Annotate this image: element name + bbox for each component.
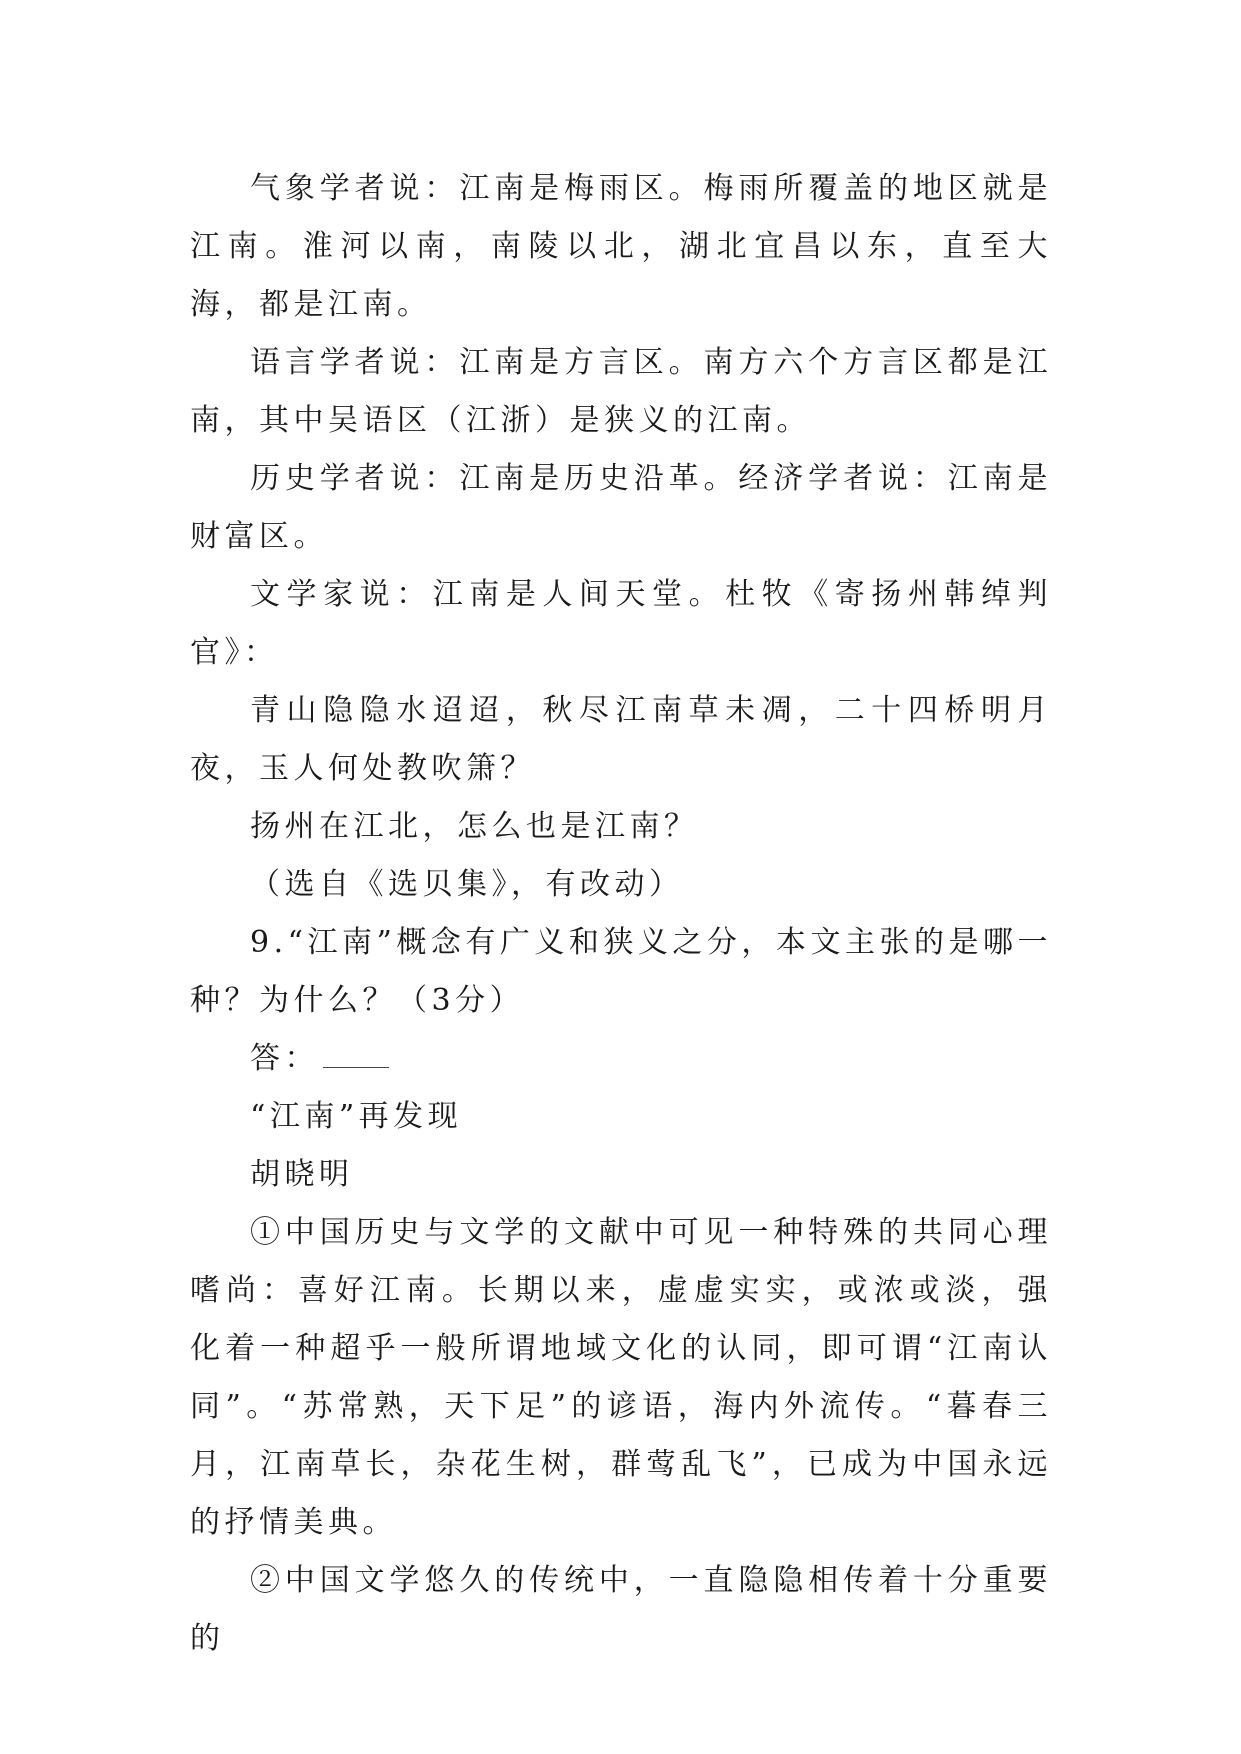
paragraph-meteorology: 气象学者说：江南是梅雨区。梅雨所覆盖的地区就是江南。淮河以南，南陵以北，湖北宜昌以东，直至大海，都是江南。 [190,171,1052,322]
article-paragraph-1: ①中国历史与文学的文献中可见一种特殊的共同心理嗜尚：喜好江南。长期以来，虚虚实实，或浓或淡，强化着一种超乎一般所谓地域文化的认同，即可谓“江南认同”。“苏常熟，天下足”的谚语，海内外流传。“暮春三月，江南草长，杂花生树，群莺乱飞”，已成为中国永远的抒情美典。 [190,1215,1052,1540]
answer-label: 答： [250,1041,319,1076]
answer-blank[interactable] [323,1041,389,1068]
poem-lines: 青山隐隐水迢迢，秋尽江南草未凋，二十四桥明月夜，玉人何处教吹箫？ [190,693,1052,786]
source-note: （选自《选贝集》，有改动） [250,867,684,902]
article-title: “江南”再发现 [250,1099,463,1134]
article-author: 胡晓明 [250,1157,354,1192]
article-paragraph-2: ②中国文学悠久的传统中，一直隐隐相传着十分重要的 [190,1563,1052,1656]
document-page [190,160,1052,1668]
answer-line [190,1030,1052,1088]
paragraph-literature: 文学家说：江南是人间天堂。杜牧《寄扬州韩绰判官》： [190,577,1052,670]
paragraph-yangzhou: 扬州在江北，怎么也是江南？ [250,809,699,844]
paragraph-history-economics: 历史学者说：江南是历史沿革。经济学者说：江南是财富区。 [190,461,1052,554]
question-9: 9.“江南”概念有广义和狭义之分，本文主张的是哪一种？为什么？（3分） [190,925,1052,1018]
paragraph-linguistics: 语言学者说：江南是方言区。南方六个方言区都是江南，其中吴语区（江浙）是狭义的江南。 [190,345,1052,438]
